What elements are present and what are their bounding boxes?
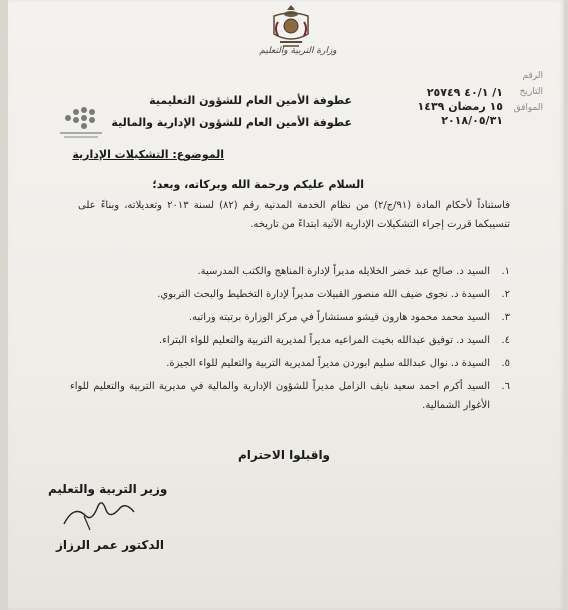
list-item (70, 331, 510, 350)
greeting: السلام عليكم ورحمة الله وبركاته، وبعد؛ (152, 178, 364, 191)
list-item (70, 262, 510, 281)
list-item (70, 308, 510, 327)
item-number: ٢. (501, 289, 510, 300)
item-text: السيد أكرم احمد سعيد نايف الزامل مديراً للشؤون الإدارية والمالية في مديرية التربية والتعليم للواء الأغوار الشمالية. (70, 381, 490, 411)
item-text: السيد د. صالح عبد خضر الخلايله مديراً لإدارة المناهج والكتب المدرسية. (197, 266, 490, 277)
list-item (70, 377, 510, 415)
signatory-name: الدكتور عمر الرزاز (56, 538, 164, 552)
ministry-name: وزارة التربية والتعليم (259, 46, 337, 56)
letter-subject: الموضوع: التشكيلات الإدارية (72, 148, 224, 161)
appointments-list (70, 262, 510, 419)
ref-number: ١/ ٤٠/١ ٢٥٧٤٩ (426, 86, 503, 99)
list-item (70, 285, 510, 304)
reference-values (403, 86, 503, 128)
date-label: التاريخ (519, 87, 543, 97)
signatory-title: وزير التربية والتعليم (48, 482, 168, 496)
item-number: ١. (501, 266, 510, 277)
ref-label: الرقم (522, 71, 543, 81)
item-text: السيد د. توفيق عبدالله بخيت المراعيه مديراً لمديرية التربية والتعليم للواء البتراء. (158, 335, 490, 346)
letter-body: فاستناداً لأحكام المادة (٩١/ج/٢) من نظام الخدمة المدنية رقم (٨٢) لسنة ٢٠١٣ وتعديلاته، وبناءً على تنسيبكما قررت إجراء التشكيلات الإدارية الآتية ابتداءً من تاريخه. (78, 200, 510, 230)
letter-page (8, 0, 564, 610)
recipient-line-2: عطوفة الأمين العام للشؤون الإدارية والمالية (111, 116, 352, 129)
item-text: السيدة د. نجوى ضيف الله منصور القبيلات مديراً لإدارة التخطيط والبحث التربوي. (157, 289, 490, 300)
item-number: ٦. (501, 381, 510, 392)
item-number: ٤. (501, 335, 510, 346)
hijri-date: ١٥ رمضان ١٤٣٩ (417, 100, 503, 113)
item-text: السيدة د. نوال عبدالله سليم ابوردن مديراً لمديرية التربية والتعليم للواء الجيزة. (166, 358, 490, 369)
ministry-emblem-icon (48, 88, 114, 148)
item-number: ٣. (501, 312, 510, 323)
corresponding-label: الموافق (513, 103, 543, 113)
handwritten-signature-icon (60, 494, 140, 534)
closing-line: واقبلوا الاحترام (238, 448, 331, 462)
gregorian-date: ٢٠١٨/٠٥/٣١ (441, 114, 503, 127)
list-item (70, 354, 510, 373)
recipient-line-1: عطوفة الأمين العام للشؤون التعليمية (149, 94, 352, 107)
jordan-coat-of-arms-icon (266, 2, 316, 50)
item-text: السيد محمد محمود هارون قيشو مستشاراً في مركز الوزارة برتبته وراتبه. (188, 312, 490, 323)
item-number: ٥. (501, 358, 510, 369)
